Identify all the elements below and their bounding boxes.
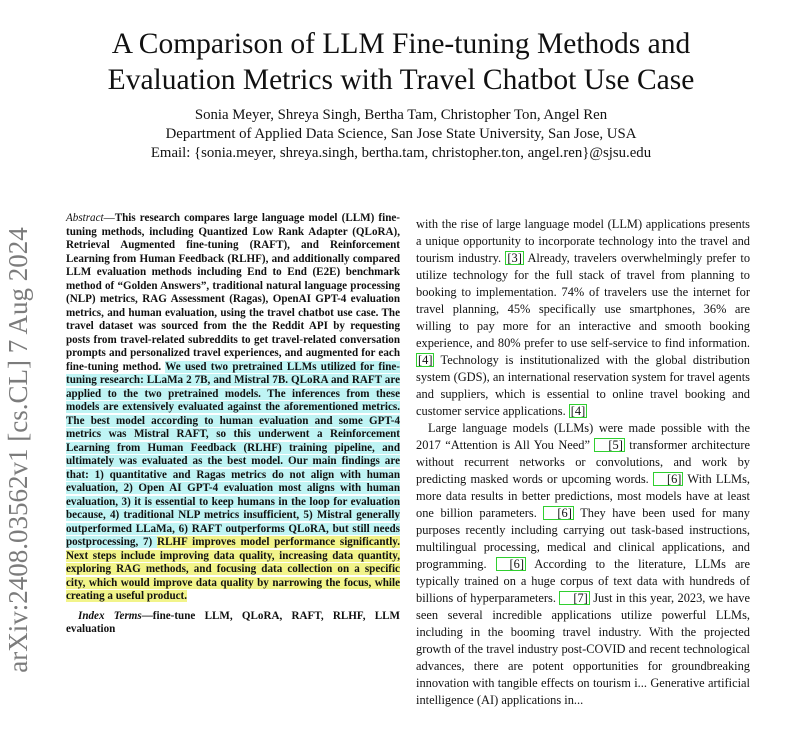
intro-text: According to the literature, LLMs are typically trained on a huge corpus of text data with hundreds of billions of hyperparameters. bbox=[416, 557, 750, 605]
citation-link[interactable]: [4] bbox=[570, 404, 586, 418]
arxiv-watermark: arXiv:2408.03562v1 [cs.CL] 7 Aug 2024 bbox=[3, 227, 33, 673]
authors: Sonia Meyer, Shreya Singh, Bertha Tam, Christopher Ton, Angel Ren bbox=[194, 107, 608, 123]
abstract-text-highlight-yellow: RLHF improves model performance significantly. Next steps include improving data quality, increasing data quantity, exploring RAG methods, and focusing data collection on a specific city, which would improve data quality by narrowing the focus, while creating a useful product. bbox=[66, 536, 401, 602]
index-terms-list: —fine-tune LLM, QLoRA, RAFT, RLHF, LLM evaluation bbox=[66, 609, 400, 635]
affiliation: Department of Applied Data Science, San Jose State University, San Jose, USA bbox=[165, 126, 637, 142]
introduction-column bbox=[416, 216, 750, 709]
intro-text: They have been used for many purposes recently including carrying out task-based instructions, multilingual processing, medical and clinical applications, and programming. bbox=[416, 506, 750, 571]
citation-link[interactable]: [3] bbox=[507, 251, 522, 265]
index-terms bbox=[66, 610, 400, 637]
intro-text: With LLMs, more data results in better predictions, most models have at least one billion parameters. bbox=[416, 472, 750, 520]
citation-link[interactable]: [5] bbox=[594, 438, 624, 452]
citation-link[interactable]: [7] bbox=[559, 591, 589, 605]
intro-text: Technology is institutionalized with the global distribution system (GDS), an international reservation system for travel agents and suppliers, which is essential to online travel booking and customer service applications. bbox=[416, 353, 750, 418]
abstract bbox=[66, 212, 400, 604]
abstract-text-part1: This research compares large language model (LLM) fine-tuning methods, including Quantized Low Rank Adapter (QLoRA), Retrieval Augmented fine-tuning (RAFT), and Reinforcement Learning from Human Feedback (RLHF), and additionally compared LLM evaluation methods including End to End (E2E) benchmark method of “Golden Answers”, traditional natural language processing (NLP) metrics, RAG Assessment (Ragas), OpenAI GPT-4 evaluation metrics, and human evaluation, using the travel chatbot use case. The travel dataset was sourced from the the Reddit API by requesting posts from travel-related subreddits to get travel-related conversation prompts and personalized travel experiences, and augmented for each fine-tuning method. bbox=[66, 212, 400, 373]
paper-title bbox=[40, 26, 762, 98]
intro-text: Already, travelers overwhelmingly prefer to utilize technology for the full stack of travel from planning to booking to implementation. 74% of travelers use the internet for travel planning, 45% specifically use smartphones, 36% are willing to pay more for an interactive and smooth booking experience, and 80% prefer to use self-service to find information. bbox=[416, 251, 751, 350]
intro-text: transformer architecture without recurrent networks or convolutions, and work by predicting masked words or upcoming words. bbox=[416, 438, 750, 486]
email: Email: {sonia.meyer, shreya.singh, bertha.tam, christopher.ton, angel.ren}@sjsu.edu bbox=[150, 145, 652, 161]
intro-paragraph-1 bbox=[416, 216, 750, 420]
abstract-heading: Abstract bbox=[66, 212, 104, 224]
intro-text: Just in this year, 2023, we have seen several incredible applications utilize powerful LLMs, including in the booming travel industry. With the projected growth of the travel industry post-COVID and recent technological advances, there are potent opportunities for groundbreaking innovation with tangible effects on tourism i... Generative artificial intelligence (AI) applications in... bbox=[416, 591, 750, 707]
title-line-1: A Comparison of LLM Fine-tuning Methods and bbox=[111, 28, 691, 60]
title-line-2: Evaluation Metrics with Travel Chatbot Use Case bbox=[107, 64, 695, 96]
citation-link[interactable]: [6] bbox=[496, 557, 526, 571]
citation-link[interactable]: [6] bbox=[543, 506, 573, 520]
intro-text: Large language models (LLMs) were made possible with the 2017 “Attention is All You Need” bbox=[416, 421, 750, 452]
index-terms-heading: Index Terms bbox=[78, 609, 142, 622]
citation-link[interactable]: [6] bbox=[653, 472, 683, 486]
intro-paragraph-2 bbox=[416, 420, 750, 709]
abstract-text-highlight-cyan: We used two pretrained LLMs utilized for fine-tuning research: LLaMa 2 7B, and Mistral 7B. QLoRA and RAFT are applied to the two pretrained models. The inferences from these models are extensively evaluated against the aforementioned metrics. The best model according to human evaluation and some GPT-4 metrics was Mistral RAFT, so this underwent a Reinforcement Learning from Human Feedback (RLHF) training pipeline, and ultimately was evaluated as the best model. Our main findings are that: 1) quantitative and Ragas metrics do not align with human evaluation, 2) Open AI GPT-4 evaluation most aligns with human evaluation, 3) it is essential to keep humans in the loop for evaluation because, 4) traditional NLP metrics insufficient, 5) Mistral generally outperformed LLaMa, 6) RAFT outperforms QLoRA, but still needs postprocessing, 7) bbox=[66, 360, 400, 548]
citation-link[interactable]: [4] bbox=[418, 353, 433, 367]
abstract-dash: — bbox=[103, 212, 115, 224]
intro-text: with the rise of large language model (LLM) applications presents a unique opportunity to incorporate technology into the travel and tourism industry. bbox=[416, 217, 750, 265]
abstract-column bbox=[66, 212, 400, 637]
